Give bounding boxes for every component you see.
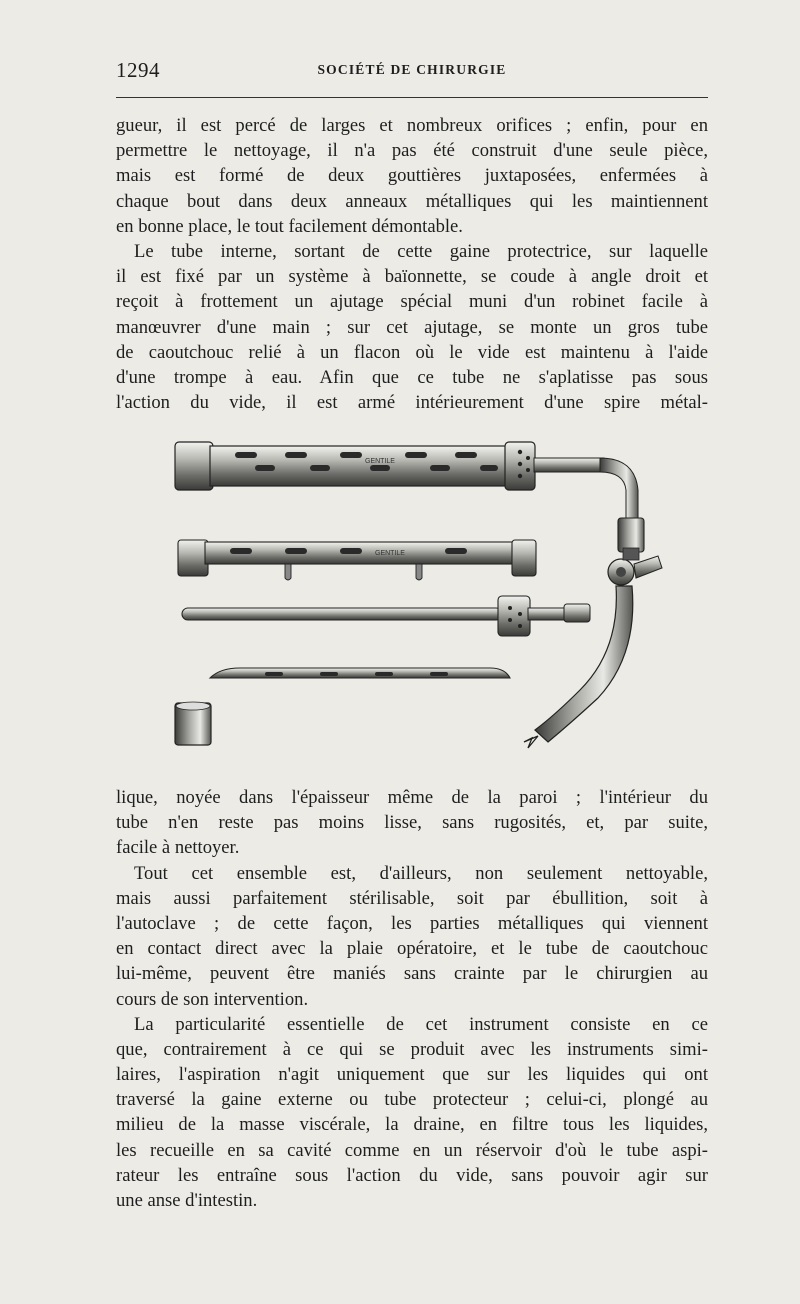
text-line: permettre le nettoyage, il n'a pas été construit d'une seule pièce, [116, 140, 708, 162]
gutter-half [178, 540, 536, 580]
surgical-aspirator-illustration [160, 430, 680, 775]
text-line: laires, l'aspiration n'agit uniquement que sur les liquides qui ont [116, 1064, 708, 1086]
page-number: 1294 [116, 58, 160, 82]
text-line: de caoutchouc relié à un flacon où le vide est maintenu à l'aide [116, 341, 708, 363]
inner-aspiration-tube [182, 596, 590, 636]
text-line: traversé la gaine externe ou tube protecteur ; celui-ci, plongé au [116, 1089, 708, 1111]
page-header [116, 58, 708, 88]
text-line: cours de son intervention. [116, 988, 309, 1010]
text-line: il est fixé par un système à baïonnette, se coude à angle droit et [116, 266, 708, 288]
header-rule [116, 97, 708, 98]
text-line: d'une trompe à eau. Afin que ce tube ne s'aplatisse pas sous [116, 366, 708, 388]
text-block-top [116, 113, 708, 415]
text-line: manœuvrer d'une main ; sur cet ajutage, se monte un gros tube [116, 316, 708, 338]
engraving-label: GENTILE [365, 458, 395, 465]
text-line: chaque bout dans deux anneaux métalliques qui les maintiennent [116, 190, 708, 212]
text-line: lique, noyée dans l'épaisseur même de la paroi ; l'intérieur du [116, 787, 708, 808]
running-title: SOCIÉTÉ DE CHIRURGIE [317, 62, 507, 77]
text-line: tube n'en reste pas moins lisse, sans rugosités, et, par suite, [116, 812, 708, 834]
text-line: l'action du vide, il est armé intérieurement d'une spire métal- [116, 392, 708, 414]
text-line: en contact direct avec la plaie opératoire, et le tube de caoutchouc [116, 938, 708, 960]
stopcock-and-rubber-tube [524, 518, 662, 748]
text-line: en bonne place, le tout facilement démontable. [116, 215, 463, 237]
text-line: que, contrairement à ce qui se produit avec les instruments simi- [116, 1038, 708, 1060]
text-line: une anse d'intestin. [116, 1190, 258, 1211]
text-line: lui-même, peuvent être maniés sans crainte par le chirurgien au [116, 963, 708, 985]
text-line: Le tube interne, sortant de cette gaine protectrice, sur laquelle [134, 240, 708, 262]
gutter-plate [210, 668, 510, 678]
text-line: facile à nettoyer. [116, 837, 240, 859]
engraving-label: GENTILE [375, 550, 405, 557]
text-line: les recueille en sa cavité comme en un réservoir d'où le tube aspi- [116, 1139, 708, 1161]
assembled-drain-tube [175, 442, 638, 525]
text-line: rateur les entraîne sous l'action du vide, sans pouvoir agir sur [116, 1164, 708, 1186]
text-line: milieu de la masse viscérale, la draine, en filtre tous les liquides, [116, 1114, 708, 1136]
text-line: reçoit à frottement un ajutage spécial muni d'un robinet facile à [116, 291, 708, 313]
text-line: La particularité essentielle de cet instrument consiste en ce [134, 1013, 708, 1035]
end-ring [175, 702, 211, 745]
text-block-bottom [116, 785, 708, 1213]
text-line: l'autoclave ; de cette façon, les parties métalliques qui viennent [116, 912, 708, 934]
text-line: mais aussi parfaitement stérilisable, soit par ébullition, soit à [116, 887, 708, 909]
text-line: gueur, il est percé de larges et nombreux orifices ; enfin, pour en [116, 115, 708, 136]
text-line: Tout cet ensemble est, d'ailleurs, non seulement nettoyable, [134, 862, 708, 884]
text-line: mais est formé de deux gouttières juxtaposées, enfermées à [116, 165, 708, 187]
